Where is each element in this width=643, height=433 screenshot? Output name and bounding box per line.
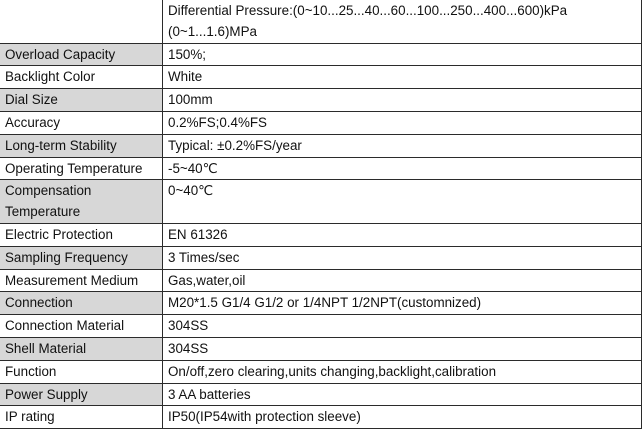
spec-row-backlight-color <box>0 66 642 89</box>
spec-label: Function <box>0 360 163 383</box>
spec-value: 304SS <box>163 337 642 360</box>
spec-value: 150%; <box>163 43 642 66</box>
spec-row-sampling-frequency <box>0 246 642 269</box>
spec-label: Connection <box>0 292 163 315</box>
spec-row-function <box>0 360 642 383</box>
spec-value: IP50(IP54with protection sleeve) <box>163 406 642 429</box>
spec-value: Gas,water,oil <box>163 269 642 292</box>
spec-value: 304SS <box>163 315 642 338</box>
spec-value: 3 Times/sec <box>163 246 642 269</box>
spec-row-accuracy <box>0 111 642 134</box>
spec-value: 0~40℃ <box>163 180 642 224</box>
spec-value: EN 61326 <box>163 223 642 246</box>
spec-row-measurement-medium <box>0 269 642 292</box>
spec-row-ip-rating <box>0 406 642 429</box>
spec-label: Accuracy <box>0 111 163 134</box>
spec-value: White <box>163 66 642 89</box>
spec-label: Power Supply <box>0 383 163 406</box>
spec-value: Differential Pressure:(0~10...25...40...60...100...250...400...600)kPa (0~1...1.6)MPa <box>163 0 642 43</box>
spec-row-connection <box>0 292 642 315</box>
spec-value: M20*1.5 G1/4 G1/2 or 1/4NPT 1/2NPT(customnized) <box>163 292 642 315</box>
spec-row-operating-temperature <box>0 157 642 180</box>
spec-label: Overload Capacity <box>0 43 163 66</box>
spec-value: Typical: ±0.2%FS/year <box>163 134 642 157</box>
spec-value: 3 AA batteries <box>163 383 642 406</box>
spec-label: Operating Temperature <box>0 157 163 180</box>
spec-label: Measurement Medium <box>0 269 163 292</box>
spec-label: Shell Material <box>0 337 163 360</box>
spec-label: Long-term Stability <box>0 134 163 157</box>
spec-row-measuring-range <box>0 0 642 43</box>
spec-row-overload-capacity <box>0 43 642 66</box>
spec-row-long-term-stability <box>0 134 642 157</box>
spec-label: Compensation Temperature <box>0 180 163 224</box>
spec-label: Electric Protection <box>0 223 163 246</box>
spec-value: On/off,zero clearing,units changing,backlight,calibration <box>163 360 642 383</box>
spec-label: Dial Size <box>0 89 163 112</box>
spec-label: Backlight Color <box>0 66 163 89</box>
spec-row-electric-protection <box>0 223 642 246</box>
spec-value: 0.2%FS;0.4%FS <box>163 111 642 134</box>
spec-value: -5~40℃ <box>163 157 642 180</box>
spec-row-dial-size <box>0 89 642 112</box>
spec-label: Connection Material <box>0 315 163 338</box>
spec-value: 100mm <box>163 89 642 112</box>
spec-label: IP rating <box>0 406 163 429</box>
spec-label: Sampling Frequency <box>0 246 163 269</box>
spec-row-connection-material <box>0 315 642 338</box>
spec-row-power-supply <box>0 383 642 406</box>
spec-label <box>0 0 163 43</box>
spec-row-shell-material <box>0 337 642 360</box>
spec-row-compensation-temperature <box>0 180 642 224</box>
